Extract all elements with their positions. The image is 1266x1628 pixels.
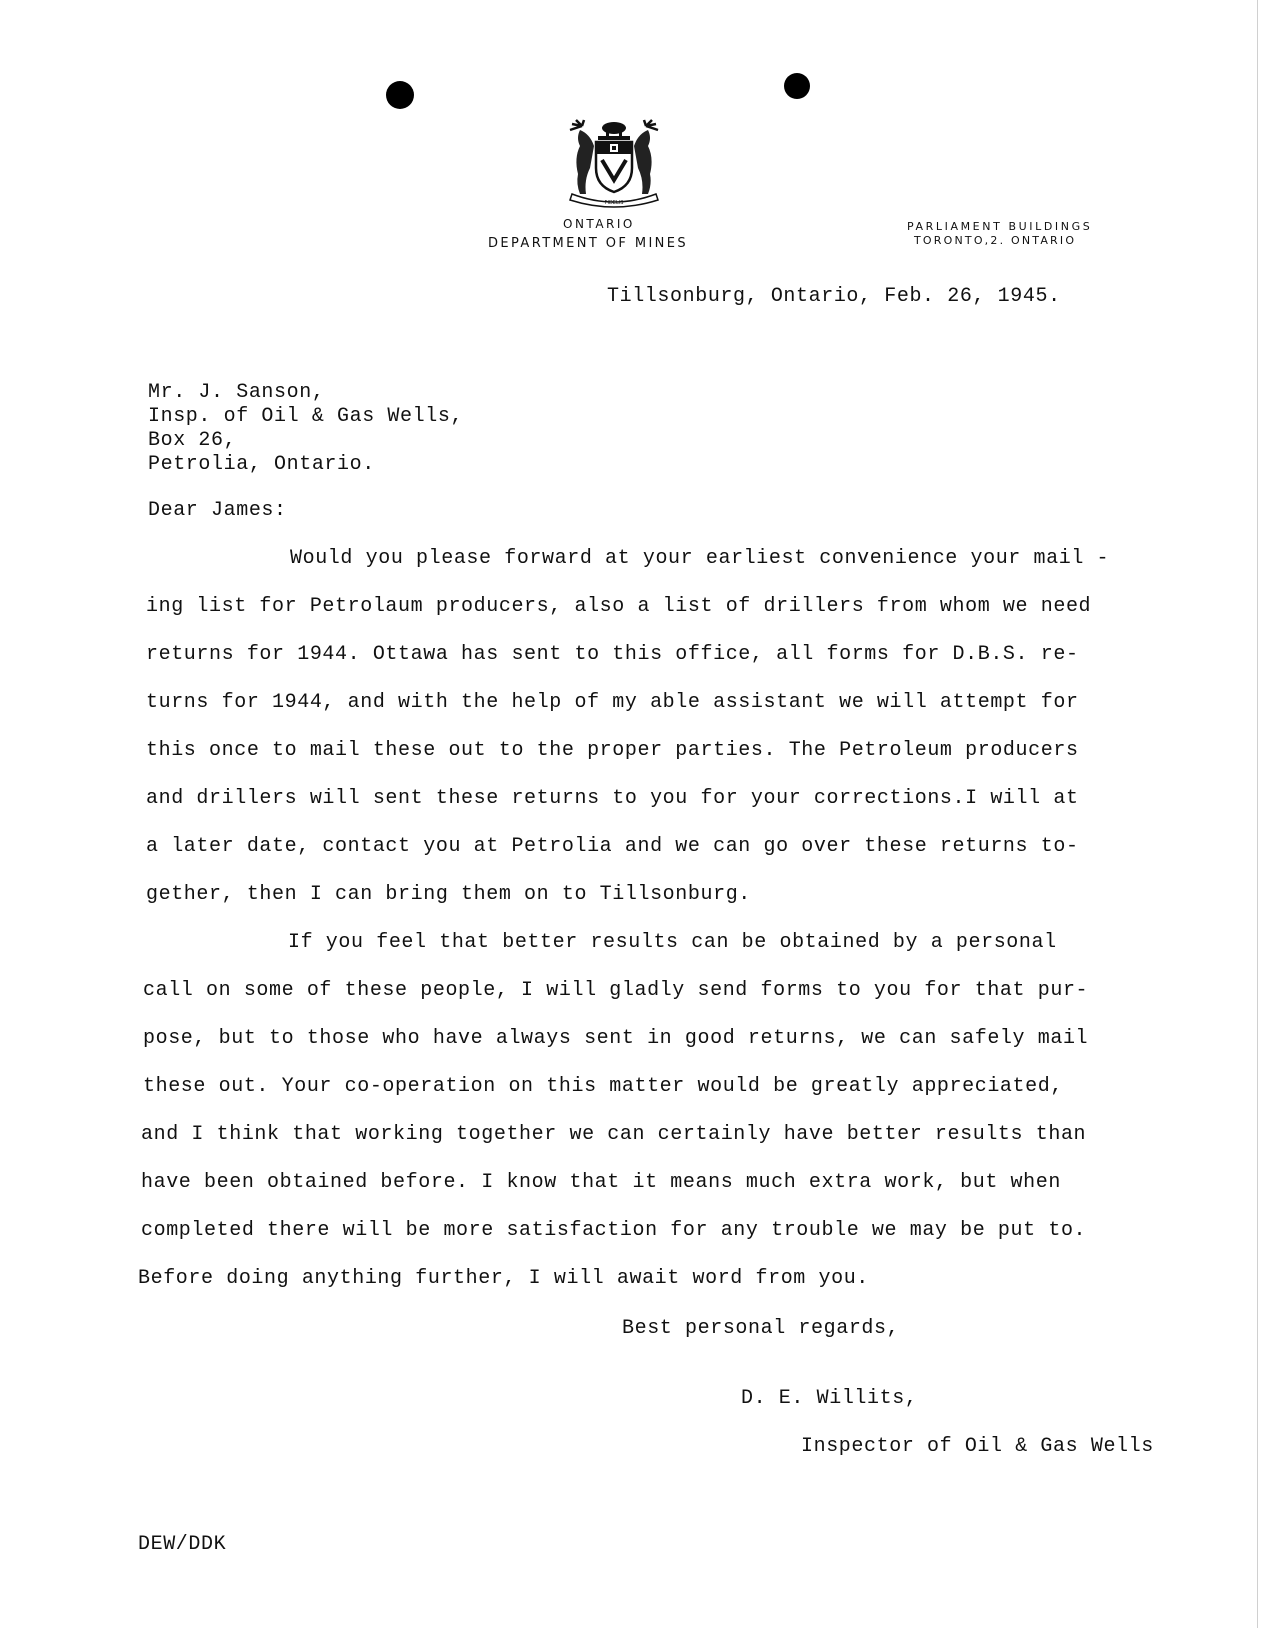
letterhead-address-line1: PARLIAMENT BUILDINGS bbox=[907, 220, 1093, 233]
closing: Best personal regards, bbox=[622, 1317, 900, 1340]
recipient-box: Box 26, bbox=[148, 429, 237, 452]
body-line: and drillers will sent these returns to you for your corrections.I will at bbox=[146, 787, 1079, 810]
signatory-name: D. E. Willits, bbox=[741, 1387, 918, 1410]
body-line: call on some of these people, I will gladly send forms to you for that pur- bbox=[143, 979, 1089, 1002]
body-line: completed there will be more satisfaction for any trouble we may be put to. bbox=[141, 1219, 1087, 1242]
salutation: Dear James: bbox=[148, 499, 287, 522]
recipient-title: Insp. of Oil & Gas Wells, bbox=[148, 405, 464, 428]
recipient-city: Petrolia, Ontario. bbox=[148, 453, 375, 476]
svg-text:FIDELIS: FIDELIS bbox=[604, 200, 624, 206]
body-line: returns for 1944. Ottawa has sent to this office, all forms for D.B.S. re- bbox=[146, 643, 1079, 666]
letterhead-province: ONTARIO bbox=[563, 217, 635, 231]
body-line: pose, but to those who have always sent in good returns, we can safely mail bbox=[143, 1027, 1089, 1050]
body-line: this once to mail these out to the proper parties. The Petroleum producers bbox=[146, 739, 1079, 762]
body-line: Before doing anything further, I will await word from you. bbox=[138, 1267, 869, 1290]
signatory-title: Inspector of Oil & Gas Wells bbox=[801, 1435, 1154, 1458]
body-line: If you feel that better results can be obtained by a personal bbox=[288, 931, 1057, 954]
body-line: and I think that working together we can certainly have better results than bbox=[141, 1123, 1087, 1146]
punch-hole-icon bbox=[386, 81, 414, 109]
punch-hole-icon bbox=[784, 73, 810, 99]
body-line: turns for 1944, and with the help of my able assistant we will attempt for bbox=[146, 691, 1079, 714]
body-line: these out. Your co-operation on this matter would be greatly appreciated, bbox=[143, 1075, 1063, 1098]
page-edge-line bbox=[1257, 0, 1258, 1628]
letterhead-address-line2: TORONTO,2. ONTARIO bbox=[914, 234, 1077, 247]
body-line: a later date, contact you at Petrolia and we can go over these returns to- bbox=[146, 835, 1079, 858]
ontario-coat-of-arms-icon bbox=[562, 118, 666, 210]
body-line: ing list for Petrolaum producers, also a list of drillers from whom we need bbox=[146, 595, 1092, 618]
recipient-name: Mr. J. Sanson, bbox=[148, 381, 325, 404]
body-line: have been obtained before. I know that it means much extra work, but when bbox=[141, 1171, 1061, 1194]
reference-initials: DEW/DDK bbox=[138, 1533, 227, 1556]
body-line: Would you please forward at your earliest convenience your mail - bbox=[290, 547, 1110, 570]
letterhead-department: DEPARTMENT OF MINES bbox=[488, 236, 689, 251]
dateline: Tillsonburg, Ontario, Feb. 26, 1945. bbox=[607, 285, 1061, 308]
body-line: gether, then I can bring them on to Tillsonburg. bbox=[146, 883, 751, 906]
